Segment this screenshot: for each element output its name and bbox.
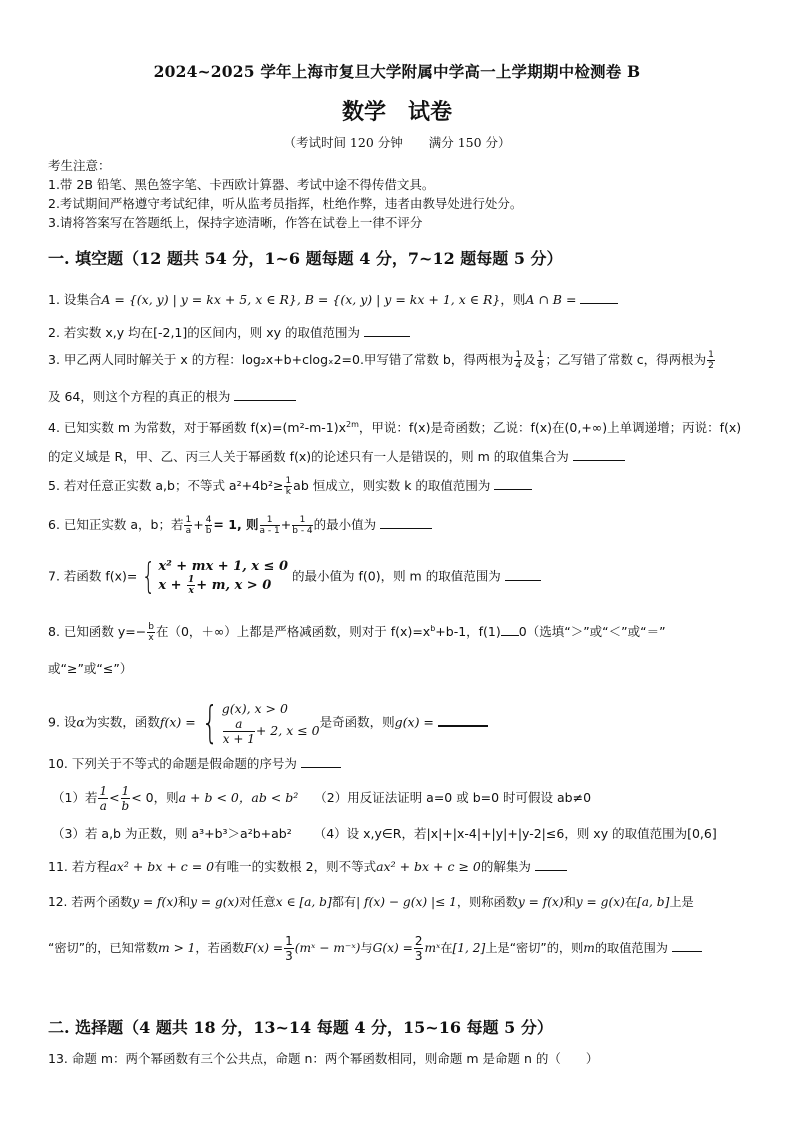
fraction: $\frac{1}{8}$ bbox=[537, 350, 544, 371]
left-brace: { bbox=[141, 556, 156, 597]
piecewise-function: g(x), x > 0 $\frac{a}{x + 1}$ + 2, x ≤ 0 bbox=[221, 701, 320, 746]
answer-blank bbox=[438, 713, 488, 727]
question-8-cont: 或“≥”或“≤”） bbox=[48, 661, 133, 676]
question-8: 8. 已知函数 y=− $\frac{b}{x}$ 在（0，＋∞）上都是严格减函数，则对于 $f(x)=x^b+b-1$，f(1) 0（选填“＞”或“＜”或“＝” bbox=[48, 622, 666, 643]
fraction: $\frac{b}{x}$ bbox=[148, 622, 154, 643]
fraction: $\frac{1}{x}$ bbox=[188, 575, 195, 596]
question-5: 5. 若对任意正实数 a,b；不等式 a²+4b²≥ $\frac{1}{k}$ ab 恒成立，则实数 k 的取值范围为 bbox=[48, 476, 748, 497]
fraction: $\frac{1}{b}$ bbox=[121, 784, 130, 813]
question-10-options-a: （1）若 $\frac{1}{a}$ < $\frac{1}{b}$ < 0，则a + b < 0，ab < b² （2）用反证法证明 a=0 或 b=0 时可假设 ab≠0 bbox=[52, 784, 592, 813]
left-brace: { bbox=[201, 697, 219, 748]
fraction: $\frac{1}{k}$ bbox=[285, 476, 292, 497]
question-9: 9. 设α为实数，函数f(x) = { g(x), x > 0 $\frac{a}{x + 1}$ + 2, x ≤ 0 是奇函数，则g(x) = bbox=[48, 700, 748, 746]
question-2: 2. 若实数 x,y 均在[-2,1]的区间内，则 xy 的取值范围为 bbox=[48, 323, 748, 341]
piecewise-function: x² + mx + 1, x ≤ 0 x + $\frac{1}{x}$ + m, x > 0 bbox=[158, 559, 288, 596]
question-1: 1. 设集合A = {(x, y) | y = kx + 5, x ∈ R}, B = {(x, y) | y = kx + 1, x ∈ R}，则A ∩ B = bbox=[48, 290, 748, 308]
answer-blank bbox=[573, 448, 625, 461]
fraction: $\frac{1}{4}$ bbox=[515, 350, 522, 371]
question-11: 11. 若方程ax² + bx + c = 0有唯一的实数根 2，则不等式ax² + bx + c ≥ 0的解集为 bbox=[48, 857, 748, 875]
question-4-cont: 的定义域是 R，甲、乙、丙三人关于幂函数 f(x)的论述只有一人是错误的，则 m 的取值集合为 bbox=[48, 447, 748, 465]
answer-blank bbox=[672, 939, 702, 952]
fraction: $\frac{1}{2}$ bbox=[708, 350, 714, 371]
exam-time: （考试时间 120 分钟 bbox=[283, 135, 403, 150]
answer-blank bbox=[364, 324, 410, 337]
fraction: $\frac{4}{b}$ bbox=[205, 515, 212, 536]
answer-blank bbox=[535, 858, 567, 871]
subject-title bbox=[0, 95, 794, 126]
question-10-options-b: （3）若 a,b 为正数，则 a³+b³＞a²b+ab² （4）设 x,y∈R，若|x|+|x-4|+|y|+|y-2|≤6，则 xy 的取值范围为[0,6] bbox=[52, 826, 717, 841]
note-item: 3.请将答案写在答题纸上，保持字迹清晰，作答在试卷上一律不评分 bbox=[48, 215, 423, 230]
question-4: 4. 已知实数 m 为常数，对于幂函数 $f(x)=(m^2-m-1)x^{2m}$，甲说：f(x)是奇函数；乙说：f(x)在(0,+∞)上单调递增；丙说：f(x) bbox=[48, 419, 742, 435]
question-3: 3. 甲乙两人同时解关于 x 的方程：log₂x+b+clogₓ2=0.甲写错了常数 b，得两根为 $\frac{1}{4}$ 及 $\frac{1}{8}$ ；乙写错了常数 c，得两根为 $\frac{1}{2}$ bbox=[48, 350, 714, 371]
subject-math: 数学 bbox=[341, 99, 386, 125]
question-7: 7. 若函数 f(x)= { x² + mx + 1, x ≤ 0 x + $\frac{1}{x}$ + m, x > 0 的最小值为 f(0)，则 m 的取值范围为 bbox=[48, 558, 748, 596]
note-item: 1.带 2B 铅笔、黑色签字笔、卡西欧计算器、考试中途不得传借文具。 bbox=[48, 177, 435, 192]
subject-paper: 试卷 bbox=[408, 99, 453, 125]
answer-blank bbox=[380, 516, 432, 529]
fraction: $\frac{a}{x + 1}$ bbox=[222, 717, 255, 746]
answer-blank bbox=[301, 755, 341, 768]
candidate-notes bbox=[48, 156, 522, 232]
section-fill-in-title: 一. 填空题（12 题共 54 分，1~6 题每题 4 分，7~12 题每题 5 分） bbox=[48, 249, 563, 268]
question-12-cont: “密切”的，已知常数m > 1，若函数F(x) = $\frac{1}{3}$ (mˣ − m⁻ˣ)与G(x) = $\frac{2}{3}$ mˣ在[1, 2]上是“密切”的，则m的取值范围为 bbox=[48, 934, 748, 963]
answer-blank bbox=[494, 477, 532, 490]
question-3-cont: 及 64，则这个方程的真正的根为 bbox=[48, 387, 748, 405]
fraction: $\frac{1}{a}$ bbox=[99, 784, 108, 813]
question-12: 12. 若两个函数y = f(x)和y = g(x)对任意x ∈ [a, b]都有| f(x) − g(x) |≤ 1，则称函数y = f(x)和y = g(x)在[a, b]上是 bbox=[48, 895, 694, 909]
exam-title: 2024~2025 学年上海市复旦大学附属中学高一上学期期中检测卷 B bbox=[153, 62, 641, 81]
exam-info bbox=[0, 133, 794, 151]
question-6: 6. 已知正实数 a，b；若 $\frac{1}{a}$ + $\frac{4}{b}$ = 1, 则 $\frac{1}{a - 1}$ + $\frac{1}{b - 4}$ 的最小值为 bbox=[48, 515, 748, 536]
exam-score: 满分 150 分） bbox=[428, 135, 511, 150]
fraction: $\frac{1}{3}$ bbox=[285, 934, 293, 963]
note-item: 2.考试期间严格遵守考试纪律，听从监考员指挥，杜绝作弊，违者由教导处进行处分。 bbox=[48, 196, 523, 211]
answer-blank bbox=[234, 388, 296, 401]
fraction: $\frac{1}{b - 4}$ bbox=[292, 515, 313, 536]
fraction: $\frac{1}{a - 1}$ bbox=[259, 515, 280, 536]
notes-heading: 考生注意： bbox=[48, 158, 111, 173]
question-13: 13. 命题 m：两个幂函数有三个公共点，命题 n：两个幂函数相同，则命题 m 是命题 n 的（ ） bbox=[48, 1051, 599, 1066]
answer-blank bbox=[580, 291, 618, 304]
fraction: $\frac{1}{a}$ bbox=[185, 515, 192, 536]
answer-blank bbox=[501, 623, 519, 636]
section-choice-title: 二. 选择题（4 题共 18 分，13~14 每题 4 分，15~16 每题 5 分） bbox=[48, 1018, 553, 1037]
set-definition: A = {(x, y) | y = kx + 5, x ∈ R}, B = {(x, y) | y = kx + 1, x ∈ R} bbox=[101, 292, 501, 307]
fraction: $\frac{2}{3}$ bbox=[414, 934, 423, 963]
question-10: 10. 下列关于不等式的命题是假命题的序号为 bbox=[48, 754, 748, 772]
answer-blank bbox=[505, 568, 541, 581]
